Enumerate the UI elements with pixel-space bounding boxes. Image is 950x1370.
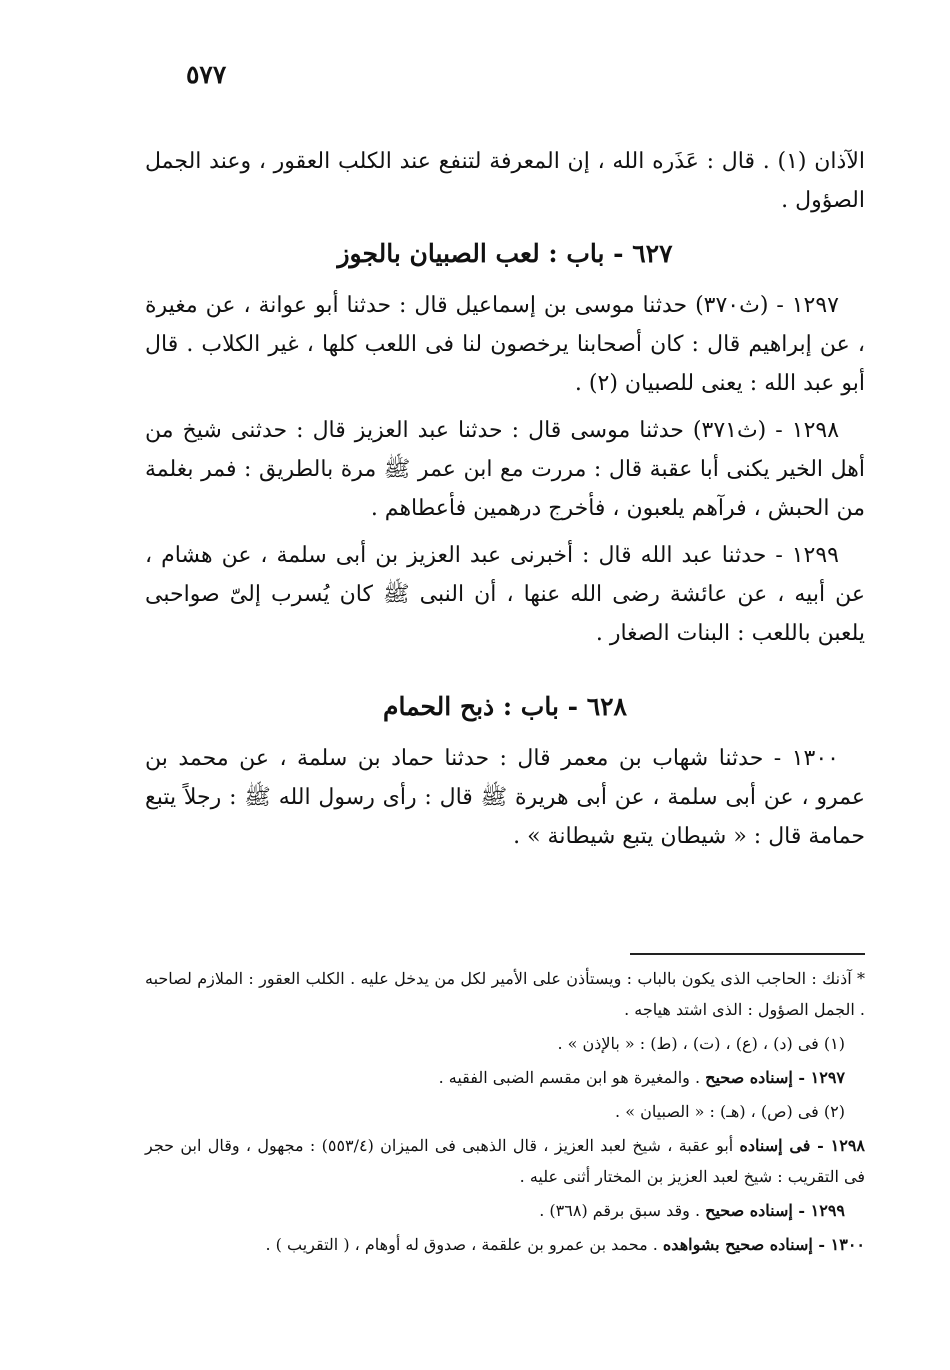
footnote-1300 <box>145 1229 865 1260</box>
section-heading-628: ٦٢٨ - باب : ذبح الحمام <box>382 692 627 721</box>
footnote-1297 <box>145 1062 865 1093</box>
footnote-1299-text: . وقد سبق برقم (٣٦٨) . <box>539 1201 706 1220</box>
footnote-1297-text: . والمغيرة هو ابن مقسم الضبى الفقيه . <box>438 1068 706 1087</box>
footnote-1298-label: ١٢٩٨ - فى إسناده <box>739 1136 865 1155</box>
footnote-divider <box>630 953 865 955</box>
footnote-1300-label: ١٣٠٠ - إسناده صحيح بشواهده <box>662 1235 865 1254</box>
hadith-1297: ١٢٩٧ - (ث٣٧٠) حدثنا موسى بن إسماعيل قال : حدثنا أبو عوانة ، عن مغيرة ، عن إبراهيم قال : كان أصحابنا يرخصون لنا فى اللعب كلها ، غير الكلاب . قال أبو عبد الله : يعنى للصبيان (٢) . <box>145 293 865 396</box>
page-number: ٥٧٧ <box>186 60 227 89</box>
footnote-2: (٢) فى (ص) ، (هـ) : « الصبيان » . <box>615 1102 845 1121</box>
footnote-1299 <box>145 1195 865 1226</box>
footnote-1300-text: . محمد بن عمرو بن علقمة ، صدوق له أوهام ، ( التقريب ) . <box>265 1235 663 1254</box>
hadith-1298: ١٢٩٨ - (ث٣٧١) حدثنا موسى قال : حدثنا عبد العزيز قال : حدثنى شيخ من أهل الخير يكنى أبا عقبة قال : مررت مع ابن عمر ﷺ مرة بالطريق : فمر بغلمة من الحبش ، فرآهم يلعبون ، فأخرج درهمين فأعطاهم . <box>145 418 865 521</box>
footnote-1: (١) فى (د) ، (ع) ، (ت) ، (ط) : « بالإذن » . <box>557 1034 845 1053</box>
hadith-1299: ١٢٩٩ - حدثنا عبد الله قال : أخبرنى عبد العزيز بن أبى سلمة ، عن هشام ، عن أبيه ، عن عائشة رضى الله عنها ، أن النبى ﷺ كان يُسرب إلىّ صواحبى يلعبن باللعب : البنات الصغار . <box>145 543 865 646</box>
footnote-star: * آذنك : الحاجب الذى يكون بالباب : ويستأذن على الأمير لكل من يدخل عليه . الكلب العقور : الملازم لصاحبه . الجمل الصؤول : الذى اشتد هياجه . <box>145 969 865 1019</box>
main-text <box>145 142 865 864</box>
continuation-paragraph: الآذان (١) . قال : عَذَره الله ، إن المعرفة لتنفع عند الكلب العقور ، وعند الجمل الصؤول . <box>145 149 865 213</box>
footnote-1299-label: ١٢٩٩ - إسناده صحيح <box>705 1201 845 1220</box>
footnote-1298 <box>145 1130 865 1192</box>
footnotes <box>145 963 865 1263</box>
footnote-1297-label: ١٢٩٧ - إسناده صحيح <box>705 1068 845 1087</box>
section-heading-627: ٦٢٧ - باب : لعب الصبيان بالجوز <box>337 239 673 268</box>
hadith-1300: ١٣٠٠ - حدثنا شهاب بن معمر قال : حدثنا حماد بن سلمة ، عن محمد بن عمرو ، عن أبى سلمة ، عن أبى هريرة ﷺ قال : رأى رسول الله ﷺ : رجلاً يتبع حمامة قال : « شيطان يتبع شيطانة » . <box>145 746 865 849</box>
footnote-1298-text: أبو عقبة ، شيخ لعبد العزيز ، قال الذهبى فى الميزان (٥٥٣/٤) : مجهول ، وقال ابن حجر فى التقريب : شيخ لعبد العزيز بن المختار أثنى عليه . <box>145 1136 865 1186</box>
